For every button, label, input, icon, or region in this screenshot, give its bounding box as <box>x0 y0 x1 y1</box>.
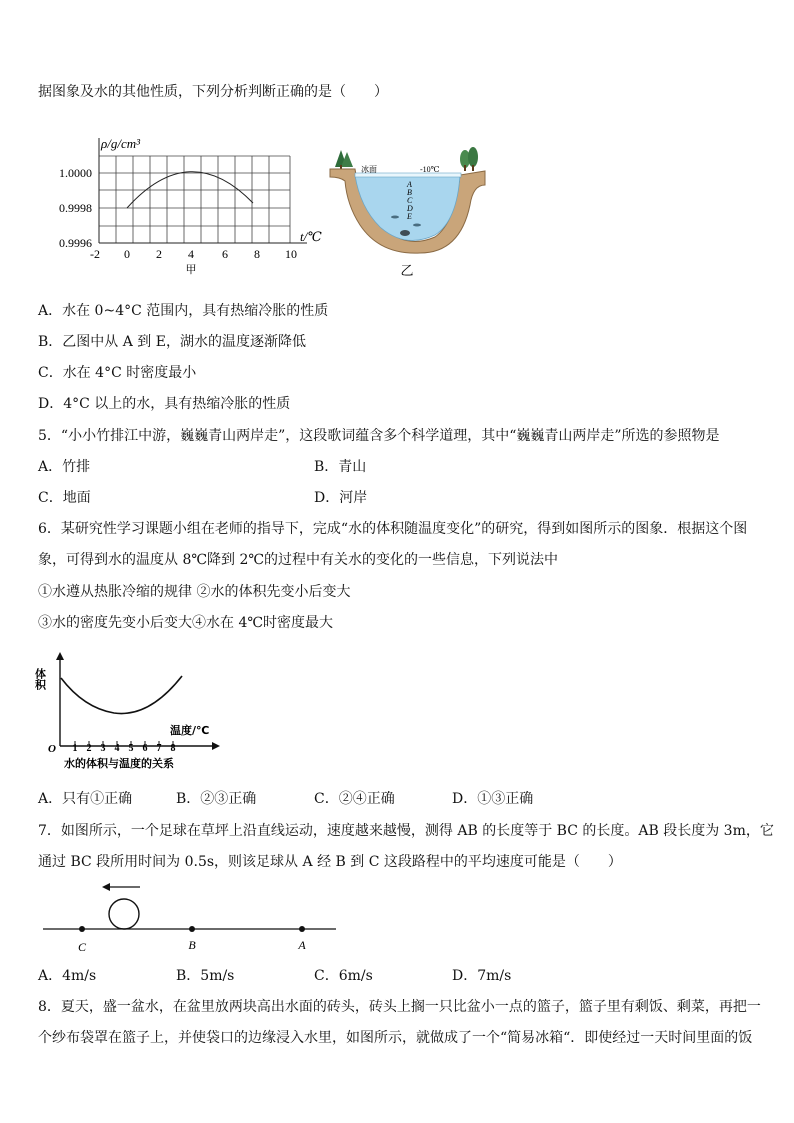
q5-stem: 5．“小小竹排江中游，巍巍青山两岸走”，这段歌词蕴含多个科学道理，其中“巍巍青山两岸走”所选的参照物是 <box>38 428 720 444</box>
volume-curve <box>61 676 182 714</box>
q6-statements-line-1: ①水遵从热胀冷缩的规律 ②水的体积先变小后变大 <box>38 584 351 600</box>
q5-option-c: C．地面 <box>38 490 91 506</box>
figure-caption-yi: 乙 <box>400 264 414 279</box>
fish-icon <box>391 216 399 219</box>
point-b-label: B <box>188 938 196 952</box>
origin-label: O <box>48 743 56 755</box>
q8-stem-line-1: 8．夏天，盛一盆水，在盆里放两块高出水面的砖头，砖头上搁一只比盆小一点的篮子，篮子里有剩饭、剩菜，再把一 <box>38 999 761 1015</box>
point-a-label: A <box>298 938 306 952</box>
xtick-8: 8 <box>170 743 176 754</box>
football-motion-figure <box>40 878 340 958</box>
xtick-8: 8 <box>254 247 260 261</box>
q4-stem: 据图象及水的其他性质，下列分析判断正确的是（ ） <box>38 84 388 100</box>
rock-icon <box>400 230 410 236</box>
q6-option-a: A．只有①正确 <box>38 791 133 807</box>
q5-option-d: D．河岸 <box>314 490 368 506</box>
temperature-axis-label: t/℃ <box>300 229 322 244</box>
q6-stem-line-1: 6．某研究性学习课题小组在老师的指导下，完成“水的体积随温度变化”的研究，得到如图所示的图象．根据这个图 <box>38 521 748 537</box>
q7-option-d: D．7m/s <box>452 968 512 984</box>
point-c-label: C <box>77 940 87 954</box>
q6-option-c: C．②④正确 <box>314 791 395 807</box>
q4-option-c: C．水在 4°C 时密度最小 <box>38 365 197 381</box>
tree-icon <box>335 150 353 170</box>
q7-option-c: C．6m/s <box>314 968 373 984</box>
density-temperature-graph <box>45 128 345 278</box>
q6-option-d: D．①③正确 <box>452 791 534 807</box>
xtick-0: 0 <box>124 247 130 261</box>
xtick-2: 2 <box>156 247 162 261</box>
q6-option-b: B．②③正确 <box>176 791 257 807</box>
layer-label-c: C <box>407 196 413 205</box>
q4-option-d: D．4°C 以上的水，具有热缩冷胀的性质 <box>38 396 291 412</box>
q7-stem-line-1: 7．如图所示，一个足球在草坪上沿直线运动，速度越来越慢，测得 AB 的长度等于 BC 的长度。AB 段长度为 3m，它 <box>38 823 774 839</box>
xtick-6: 6 <box>142 743 148 754</box>
layer-label-a: A <box>407 180 412 189</box>
q4-option-b: B．乙图中从 A 到 E，湖水的温度逐渐降低 <box>38 334 306 350</box>
q5-option-b: B．青山 <box>314 459 367 475</box>
temperature-axis-label: 温度/℃ <box>170 724 210 737</box>
q6-stem-line-2: 象，可得到水的温度从 8℃降到 2℃的过程中有关水的变化的一些信息，下列说法中 <box>38 552 559 568</box>
xtick-6: 6 <box>222 247 228 261</box>
ytick-3: 0.9996 <box>59 236 92 250</box>
xtick-1: 1 <box>72 743 78 754</box>
layer-label-d: D <box>407 204 413 213</box>
q5-option-a: A．竹排 <box>38 459 91 475</box>
point-b <box>189 926 195 932</box>
lake-cross-section <box>325 145 490 280</box>
point-c <box>79 926 85 932</box>
tree-icon <box>460 147 478 171</box>
point-a <box>299 926 305 932</box>
ice-surface-label: 冰面 <box>361 165 377 174</box>
volume-temperature-graph <box>34 648 234 773</box>
q6-statements-line-2: ③水的密度先变小后变大④水在 4℃时密度最大 <box>38 615 334 631</box>
xtick-3: 3 <box>100 743 106 754</box>
ytick-2: 0.9998 <box>59 201 92 215</box>
football-icon <box>109 899 139 929</box>
ytick-1: 1.0000 <box>59 166 92 180</box>
graph-caption: 水的体积与温度的关系 <box>64 757 174 770</box>
xtick-10: 10 <box>285 247 297 261</box>
xtick-m2: -2 <box>90 247 100 261</box>
xtick-5: 5 <box>128 743 134 754</box>
xtick-7: 7 <box>156 743 162 754</box>
q7-option-a: A．4m/s <box>38 968 97 984</box>
figure-caption-jia: 甲 <box>185 263 197 276</box>
xtick-2: 2 <box>86 743 92 754</box>
xtick-4: 4 <box>114 743 120 754</box>
q8-stem-line-2: 个纱布袋罩在篮子上，并使袋口的边缘浸入水里，如图所示，就做成了一个“简易冰箱“．即使经过一天时间里面的饭 <box>38 1030 753 1046</box>
fish-icon <box>413 224 421 227</box>
q7-stem-line-2: 通过 BC 段所用时间为 0.5s，则该足球从 A 经 B 到 C 这段路程中的平均速度可能是（ ） <box>38 854 622 870</box>
q4-option-a: A．水在 0~4°C 范围内，具有热缩冷胀的性质 <box>38 303 329 319</box>
xtick-4: 4 <box>188 247 194 261</box>
volume-axis-label: 体积 <box>34 668 47 690</box>
density-axis-label: ρ/g/cm³ <box>101 136 141 151</box>
layer-label-b: B <box>407 188 412 197</box>
q7-option-b: B．5m/s <box>176 968 235 984</box>
layer-label-e: E <box>407 212 412 221</box>
ice-temperature-label: -10℃ <box>420 165 440 174</box>
